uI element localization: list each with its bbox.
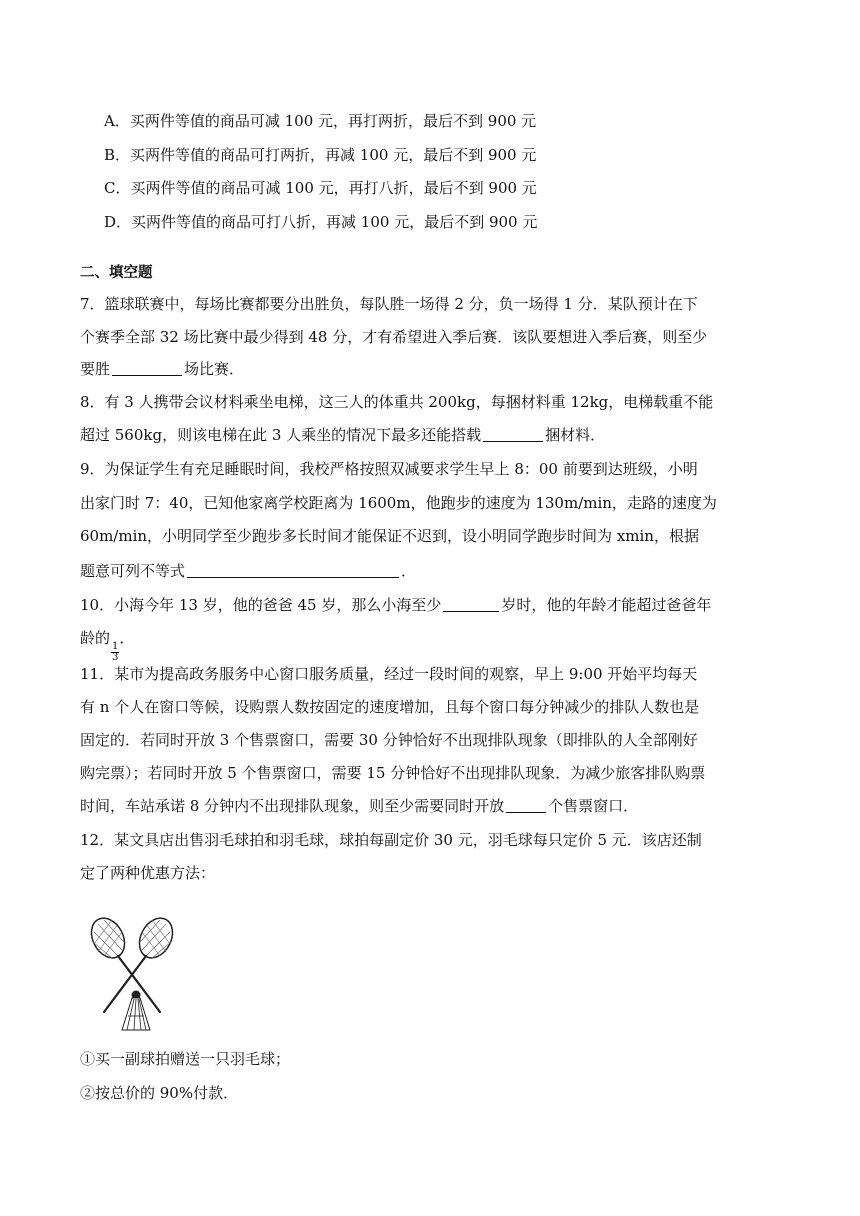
q9-line-1: 9．为保证学生有充足睡眠时间，我校严格按照双减要求学生早上 8：00 前要到达班级，小明 — [80, 460, 698, 478]
q7-line-1: 7．篮球联赛中，每场比赛都要分出胜负，每队胜一场得 2 分，负一场得 1 分．某队预计在下 — [80, 295, 698, 313]
q8-line-1: 8．有 3 人携带会议材料乘坐电梯，这三人的体重共 200kg，每捆材料重 12kg，电梯载重不能 — [80, 393, 714, 411]
option-a: A．买两件等值的商品可减 100 元，再打两折，最后不到 900 元 — [104, 112, 537, 130]
q7-answer-blank[interactable] — [112, 360, 182, 376]
fraction-numerator: 1 — [112, 641, 119, 652]
option-c: C．买两件等值的商品可减 100 元，再打八折，最后不到 900 元 — [104, 179, 537, 197]
option-d: D．买两件等值的商品可打八折，再减 100 元，最后不到 900 元 — [104, 213, 538, 231]
q11-line-1: 11．某市为提高政务服务中心窗口服务质量，经过一段时间的观察，早上 9:00 开始平均每天 — [80, 665, 698, 683]
q9-line-4 — [80, 561, 780, 581]
q8-line-2 — [80, 425, 780, 445]
q11-line-4: 购完票）；若同时开放 5 个售票窗口，需要 15 分钟恰好不出现排队现象．为减少旅客排队购票 — [80, 764, 706, 782]
badminton-rackets-and-shuttlecock-image — [84, 912, 180, 1034]
option-b: B．买两件等值的商品可打两折，再减 100 元，最后不到 900 元 — [104, 146, 537, 164]
q10-text-after-fraction: ． — [119, 629, 135, 647]
q11-answer-blank[interactable] — [506, 797, 546, 813]
q7-line-3 — [80, 359, 780, 379]
q11-text-before-blank: 时间，车站承诺 8 分钟内不出现排队现象，则至少需要同时开放 — [80, 797, 505, 815]
q10-text-after-blank: 岁时，他的年龄才能超过爸爸年 — [501, 596, 712, 614]
q11-line-5 — [80, 796, 780, 816]
shuttlecock-icon — [122, 991, 150, 1031]
q7-line-2: 个赛季全部 32 场比赛中最少得到 48 分，才有希望进入季后赛．该队要想进入季后赛，则至少 — [80, 328, 708, 346]
q10-text-before-fraction: 龄的 — [80, 629, 111, 647]
q12-line-2: 定了两种优惠方法： — [80, 864, 216, 882]
discount-method-2: ②按总价的 90%付款． — [80, 1084, 239, 1102]
q11-text-after-blank: 个售票窗口． — [548, 797, 639, 815]
q9-line-2: 出家门时 7：40，已知他家离学校距离为 1600m，他跑步的速度为 130m/min，走路的速度为 — [80, 494, 717, 512]
q10-answer-blank[interactable] — [443, 596, 499, 612]
q9-line-3: 60m/min，小明同学至少跑步多长时间才能保证不迟到，设小明同学跑步时间为 xmin，根据 — [80, 527, 699, 545]
q12-line-1: 12．某文具店出售羽毛球拍和羽毛球，球拍每副定价 30 元，羽毛球每只定价 5 元．该店还制 — [80, 831, 702, 849]
q9-text-after-blank: ． — [401, 562, 417, 580]
q11-line-2: 有 n 个人在窗口等候，设购票人数按固定的速度增加，且每个窗口每分钟减少的排队人数也是 — [80, 698, 700, 716]
q8-text-before-blank: 超过 560kg，则该电梯在此 3 人乘坐的情况下最多还能搭载 — [80, 426, 482, 444]
section-title: 二、填空题 — [80, 265, 153, 281]
q7-text-after-blank: 场比赛． — [184, 360, 245, 378]
q9-answer-blank[interactable] — [187, 562, 399, 578]
discount-method-1: ①买一副球拍赠送一只羽毛球； — [80, 1050, 291, 1068]
q7-text-before-blank: 要胜 — [80, 360, 111, 378]
q10-text-before-blank: 10．小海今年 13 岁，他的爸爸 45 岁，那么小海至少 — [80, 596, 442, 614]
q8-answer-blank[interactable] — [483, 426, 543, 442]
q11-line-3: 固定的．若同时开放 3 个售票窗口，需要 30 分钟恰好不出现排队现象（即排队的人全部刚好 — [80, 731, 698, 749]
q10-line-2 — [80, 628, 780, 663]
q9-text-before-blank: 题意可列不等式 — [80, 562, 186, 580]
fraction-denominator: 3 — [112, 652, 119, 663]
q10-line-1 — [80, 595, 780, 615]
q8-text-after-blank: 捆材料． — [545, 426, 606, 444]
